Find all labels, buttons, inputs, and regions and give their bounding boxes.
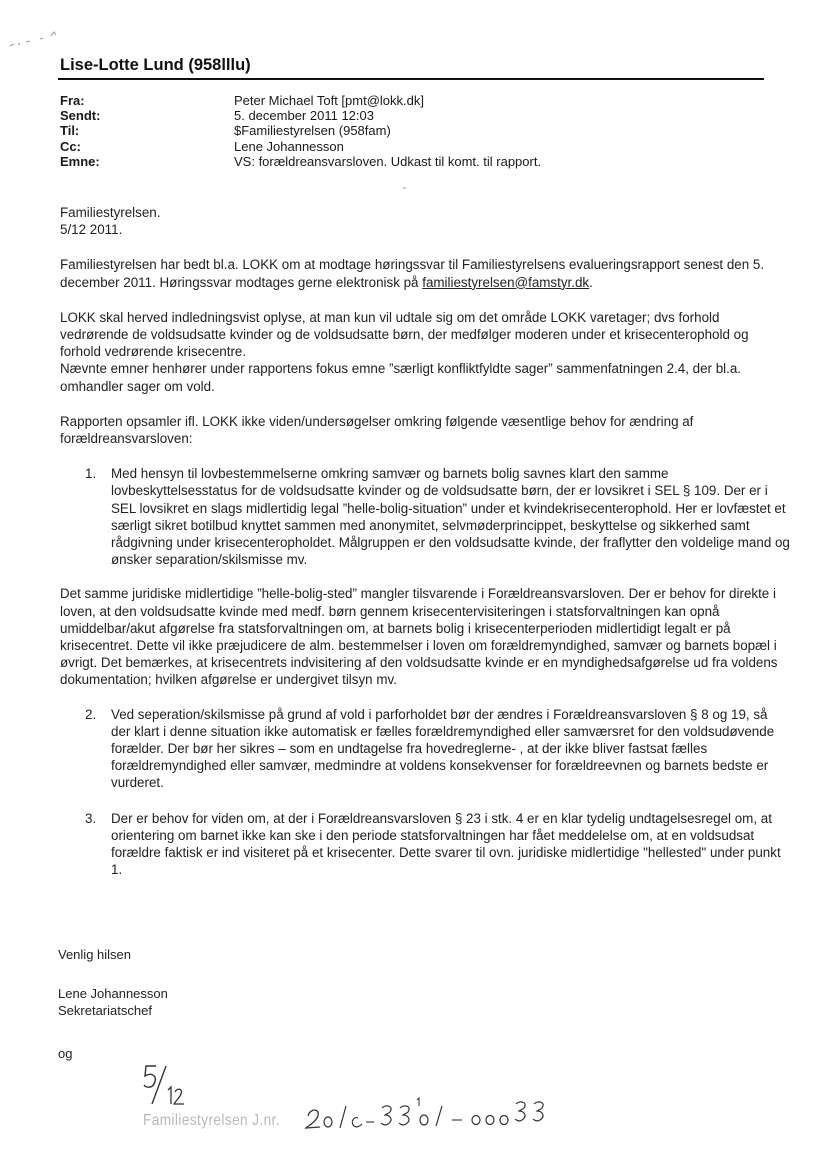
from-label: Fra: xyxy=(60,93,85,108)
to-value: $Familiestyrelsen (958fam) xyxy=(234,123,391,139)
paragraph-intro-end: . xyxy=(589,274,593,290)
sent-value: 5. december 2011 12:03 xyxy=(234,108,374,124)
header-row-to xyxy=(60,123,541,138)
list-item-1-text: Med hensyn til lovbestemmelserne omkring samvær og barnets bolig savnes klart den samme lovbeskyttelsesstatus for de voldsudsatte kvinder og de voldsudsatte børn, der er lovsikret i SEL § 109. Der er i SEL lovsikret en slags midlertidig legal ”helle-bolig-situation” under et kvindekrisecenterophold. Her er lovfæstet et særligt sikret botilbud knyttet sammen med anonymitet, selvmøderprincippet, beskyttelse og sikkerhed samt rådgivning under krisecenteropholdet. Målgruppen er den voldsudsatte kvinde, der fraflytter den voldelige mand og ønsker separation/skilsmisse mv. xyxy=(111,466,790,568)
email-header xyxy=(60,93,541,169)
scan-speck xyxy=(403,187,406,189)
cc-label: Cc: xyxy=(60,138,81,154)
signature-name: Lene Johannesson xyxy=(58,986,168,1001)
to-label: Til: xyxy=(60,123,80,139)
paragraph-intro xyxy=(60,256,790,290)
mailbox-owner: Lise-Lotte Lund (958lllu) xyxy=(60,56,251,74)
trailing-word: og xyxy=(58,1046,73,1061)
paragraph-needs: Rapporten opsamler ifl. LOKK ikke viden/undersøgelser omkring følgende væsentlige behov for ændring af forældreansvarsloven: xyxy=(60,413,694,447)
cc-value: Lene Johannesson xyxy=(234,138,344,154)
list-item-1 xyxy=(60,465,790,568)
paragraph-intro-text: Familiestyrelsen har bedt bl.a. LOKK om at modtage høringssvar til Familiestyrelsens evalueringsrapport senest den 5. december 2011. Høringssvar modtages gerne elektronisk på xyxy=(60,257,765,290)
header-row-subject xyxy=(60,154,541,169)
closing-greeting: Venlig hilsen xyxy=(58,947,131,962)
letter-date: 5/12 2011. xyxy=(60,222,123,238)
addressee: Familiestyrelsen. xyxy=(60,205,161,220)
email-link[interactable]: familiestyrelsen@famstyr.dk xyxy=(422,274,590,290)
list-item-3-text: Der er behov for viden om, at der i Forældreansvarsloven § 23 i stk. 4 er en klar tydelig undtagelsesregel om, at orientering om barnet ikke kan ske i den periode statsforvaltningen har fået meddelelse om, at en voldsudsat forældre faktisk er ind visiteret på et krisecenter. Dette svarer til ovn. juridiske midlertidige "hellested" under punkt 1. xyxy=(111,810,781,878)
paragraph-shelter: Det samme juridiske midlertidige ”helle-bolig-sted” mangler tilsvarende i Forældreansvarsloven. Der er behov for direkte i loven, at den voldsudsatte kvinde med medf. børn gennem krisecentervisiteringen i statsforvaltningen kan opnå umiddelbar/akut afgørelse fra statsforvaltningen om, at barnets bolig i krisecenterperioden midlertidigt legalt er på krisecentret. Dette vil ikke præjudicere de alm. bestemmelser i loven om forældremyndighed, samvær og barnets bopæl i øvrigt. Det bemærkes, at krisecentrets indvisitering af den voldsudsatte kvinde er en myndighedsafgørelse ud fra voldens dokumentation; hvilken afgørelse er undergivet tilsyn mv. xyxy=(60,586,778,688)
signature-block xyxy=(58,985,168,1019)
paragraph-focus: Nævnte emner henhører under rapportens fokus emne ”særligt konfliktfyldte sager” sammenfatningen 2.4, der bl.a. omhandler sager om vold. xyxy=(60,361,742,394)
letter-body xyxy=(60,204,790,879)
list-number-1: 1. xyxy=(85,466,97,482)
paragraph-scope: LOKK skal herved indledningsvist oplyse, at man kun vil udtale sig om det område LOKK varetager; dvs forhold vedrørende de voldsudsatte kvinder og de voldsudsatte børn, der medfølger moderen under et krisecenterophold og forhold vedrørende krisecentre. xyxy=(60,309,749,360)
handwritten-journal-number xyxy=(300,1094,580,1134)
list-item-2-text: Ved seperation/skilsmisse på grund af vold i parforholdet bør der ændres i Forældreansvarsloven § 8 og 19, så der klart i denne situation ikke automatisk er fælles forældremyndighed eller samværsret for den voldsudøvende forælder. Der bør her sikres – som en undtagelse fra hovedreglerne- , at der ikke bliver fastsat fælles forældremyndighed eller samvær, medmindre at voldens konsekvenser for forældreevnen og barnets bedste er vurderet. xyxy=(111,706,775,791)
journal-stamp: Familiestyrelsen J.nr. xyxy=(143,1112,281,1129)
list-number-2: 2. xyxy=(85,706,97,722)
list-item-2 xyxy=(60,706,790,792)
sent-label: Sendt: xyxy=(60,108,101,124)
header-row-sent xyxy=(60,108,541,123)
subject-label: Emne: xyxy=(60,153,100,169)
handwritten-date xyxy=(140,1060,200,1110)
from-value: Peter Michael Toft [pmt@lokk.dk] xyxy=(234,93,424,108)
header-row-cc xyxy=(60,139,541,154)
header-row-from xyxy=(60,93,541,108)
header-divider xyxy=(58,78,764,80)
signature-title: Sekretariatschef xyxy=(58,1003,152,1018)
subject-value: VS: forældreansvarsloven. Udkast til komt. til rapport. xyxy=(234,153,542,169)
list-item-3 xyxy=(60,810,790,879)
scan-speck-mark xyxy=(6,26,86,54)
list-number-3: 3. xyxy=(85,810,97,826)
